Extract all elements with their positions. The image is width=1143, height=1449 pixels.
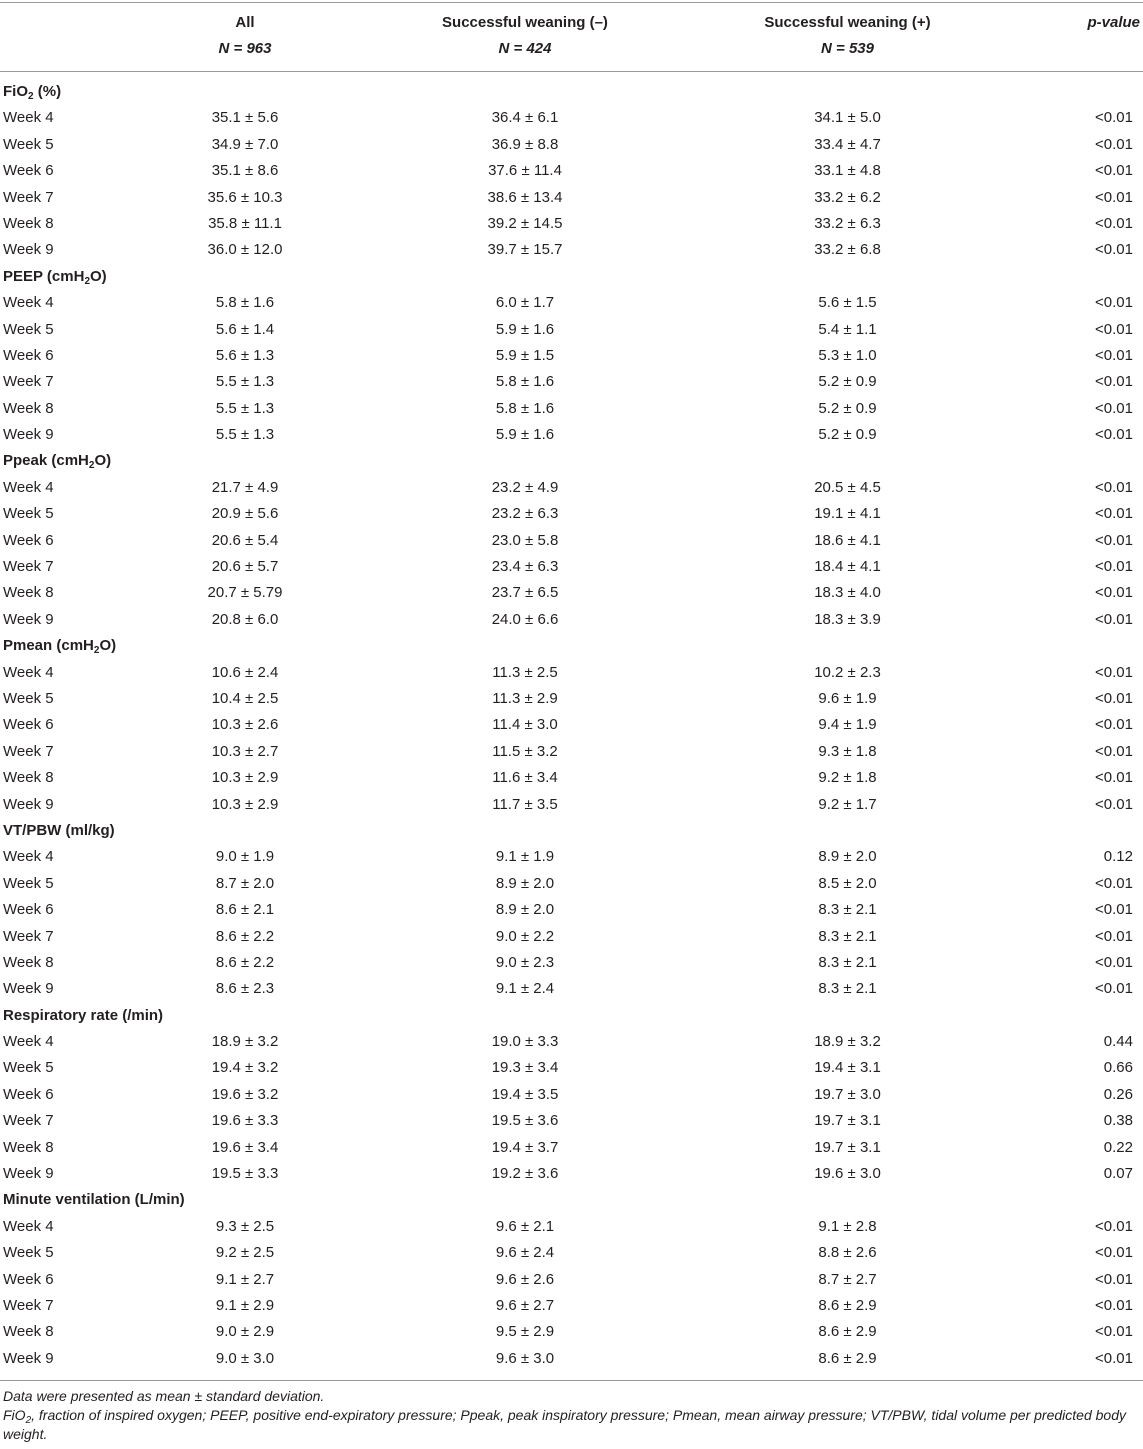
table-row (0, 1029, 1143, 1055)
cell-weaning-positive: 33.2 ± 6.2 (814, 188, 881, 206)
cell-weaning-negative: 9.5 ± 2.9 (495, 1323, 555, 1341)
table-row (0, 396, 1143, 422)
cell-p-value: 0.12 (1103, 848, 1133, 866)
cell-weaning-negative: 9.6 ± 2.7 (495, 1296, 555, 1314)
table-row (0, 871, 1143, 897)
table-row (0, 1214, 1143, 1240)
table-row (0, 1346, 1143, 1372)
cell-all: 5.8 ± 1.6 (215, 294, 275, 312)
section-heading-main: Respiratory rate (/min) (3, 1006, 164, 1024)
cell-weaning-negative: 37.6 ± 11.4 (488, 162, 562, 180)
cell-p-value: 0.07 (1103, 1165, 1133, 1183)
section-heading-rest: O) (90, 267, 107, 285)
cell-all: 19.6 ± 3.3 (211, 1112, 279, 1130)
cell-p-value: <0.01 (1095, 795, 1133, 813)
cell-weaning-negative: 23.2 ± 4.9 (491, 478, 559, 496)
table-body (0, 79, 1143, 1372)
cell-p-value: <0.01 (1095, 558, 1133, 576)
footnote-abbr-sub: 2 (25, 1415, 32, 1426)
cell-weaning-positive: 18.9 ± 3.2 (814, 1033, 881, 1051)
table-row (0, 1319, 1143, 1345)
cell-weaning-positive: 8.6 ± 2.9 (818, 1296, 877, 1314)
cell-all: 19.6 ± 3.4 (211, 1138, 279, 1156)
footnote-abbreviations (3, 1406, 1141, 1444)
cell-weaning-positive: 5.2 ± 0.9 (818, 373, 877, 391)
cell-weaning-negative: 11.3 ± 2.9 (492, 689, 558, 707)
cell-weaning-positive: 33.2 ± 6.3 (814, 214, 881, 232)
cell-weaning-negative: 11.4 ± 3.0 (492, 716, 558, 734)
header-weaning-negative-label: Successful weaning (–) (442, 14, 608, 31)
table-row (0, 976, 1143, 1002)
table-row (0, 554, 1143, 580)
row-label: Week 6 (3, 162, 54, 180)
cell-p-value: <0.01 (1095, 742, 1133, 760)
cell-all: 19.4 ± 3.2 (211, 1059, 279, 1077)
cell-weaning-positive: 8.6 ± 2.9 (818, 1349, 877, 1367)
cell-p-value: <0.01 (1095, 399, 1133, 417)
cell-weaning-positive: 8.6 ± 2.9 (818, 1323, 877, 1341)
cell-p-value: 0.22 (1103, 1138, 1133, 1156)
table-row (0, 607, 1143, 633)
cell-p-value: <0.01 (1095, 584, 1133, 602)
table-row (0, 580, 1143, 606)
row-label: Week 5 (3, 135, 54, 153)
row-label: Week 7 (3, 742, 54, 760)
table-row (0, 475, 1143, 501)
section-heading (0, 1003, 1143, 1029)
cell-all: 8.6 ± 2.3 (215, 980, 275, 998)
cell-all: 9.1 ± 2.7 (215, 1270, 275, 1288)
table-row (0, 1135, 1143, 1161)
section-heading (0, 79, 1143, 105)
cell-all: 5.5 ± 1.3 (215, 373, 275, 391)
cell-all: 35.1 ± 5.6 (211, 109, 279, 127)
cell-p-value: <0.01 (1095, 663, 1133, 681)
row-label: Week 7 (3, 1296, 54, 1314)
section-heading-main: Pmean (cmH (3, 637, 94, 655)
cell-all: 9.1 ± 2.9 (215, 1296, 275, 1314)
cell-p-value: <0.01 (1095, 426, 1133, 444)
cell-weaning-positive: 34.1 ± 5.0 (814, 109, 881, 127)
cell-weaning-negative: 9.0 ± 2.3 (495, 953, 555, 971)
table-row (0, 1240, 1143, 1266)
table-row (0, 1267, 1143, 1293)
row-label: Week 4 (3, 848, 54, 866)
table-row (0, 422, 1143, 448)
cell-weaning-negative: 9.6 ± 2.6 (495, 1270, 555, 1288)
cell-weaning-negative: 19.3 ± 3.4 (491, 1059, 559, 1077)
cell-all: 5.6 ± 1.3 (215, 346, 275, 364)
cell-all: 8.6 ± 2.2 (215, 927, 275, 945)
cell-p-value: <0.01 (1095, 1270, 1133, 1288)
header-all-label: All (235, 14, 255, 31)
table-row (0, 1082, 1143, 1108)
row-label: Week 4 (3, 1033, 54, 1051)
row-label: Week 7 (3, 558, 54, 576)
section-heading (0, 633, 1143, 659)
row-label: Week 6 (3, 346, 54, 364)
cell-p-value: <0.01 (1095, 769, 1133, 787)
table-row (0, 528, 1143, 554)
cell-p-value: <0.01 (1095, 320, 1133, 338)
table-top-rule (0, 2, 1143, 3)
cell-p-value: <0.01 (1095, 1217, 1133, 1235)
cell-weaning-positive: 8.5 ± 2.0 (818, 874, 877, 892)
table-row (0, 237, 1143, 263)
table-row (0, 211, 1143, 237)
cell-p-value: <0.01 (1095, 901, 1133, 919)
cell-all: 10.3 ± 2.6 (211, 716, 279, 734)
cell-weaning-negative: 36.9 ± 8.8 (491, 135, 559, 153)
cell-weaning-positive: 18.4 ± 4.1 (814, 558, 881, 576)
row-label: Week 6 (3, 1085, 54, 1103)
cell-weaning-positive: 18.6 ± 4.1 (814, 531, 881, 549)
section-heading (0, 448, 1143, 474)
table-row (0, 897, 1143, 923)
cell-weaning-positive: 19.7 ± 3.0 (814, 1085, 881, 1103)
section-heading-rest: (%) (33, 83, 62, 100)
cell-weaning-positive: 5.6 ± 1.5 (818, 294, 877, 312)
row-label: Week 9 (3, 1165, 54, 1183)
table-row (0, 924, 1143, 950)
row-label: Week 6 (3, 901, 54, 919)
section-heading-main: VT/PBW (ml/kg) (3, 821, 115, 839)
row-label: Week 4 (3, 109, 54, 127)
cell-weaning-negative: 11.5 ± 3.2 (492, 742, 558, 760)
cell-all: 8.7 ± 2.0 (215, 874, 275, 892)
cell-weaning-positive: 18.3 ± 3.9 (814, 610, 881, 628)
cell-all: 20.9 ± 5.6 (211, 505, 279, 523)
row-label: Week 7 (3, 1112, 54, 1130)
section-heading-subscript: 2 (84, 275, 90, 287)
table-row (0, 686, 1143, 712)
cell-p-value: <0.01 (1095, 689, 1133, 707)
row-label: Week 4 (3, 478, 54, 496)
cell-weaning-negative: 39.7 ± 15.7 (487, 241, 563, 259)
section-heading-subscript: 2 (28, 91, 34, 102)
cell-weaning-negative: 23.7 ± 6.5 (491, 584, 559, 602)
cell-weaning-positive: 10.2 ± 2.3 (814, 663, 881, 681)
cell-p-value: <0.01 (1095, 980, 1133, 998)
section-heading-subscript: 2 (88, 460, 95, 472)
table-footnotes (3, 1387, 1141, 1444)
row-label: Week 9 (3, 795, 54, 813)
cell-p-value: <0.01 (1095, 241, 1133, 259)
cell-all: 35.8 ± 11.1 (208, 214, 282, 232)
table-row (0, 739, 1143, 765)
section-heading (0, 264, 1143, 290)
table-row (0, 343, 1143, 369)
row-label: Week 6 (3, 1270, 54, 1288)
cell-weaning-negative: 6.0 ± 1.7 (495, 294, 555, 312)
cell-weaning-negative: 5.8 ± 1.6 (495, 373, 555, 391)
cell-p-value: <0.01 (1095, 1244, 1133, 1262)
cell-p-value: 0.44 (1103, 1033, 1133, 1051)
cell-weaning-negative: 9.1 ± 2.4 (495, 980, 555, 998)
cell-weaning-positive: 9.2 ± 1.7 (818, 795, 877, 813)
row-label: Week 6 (3, 716, 54, 734)
row-label: Week 9 (3, 1349, 54, 1367)
row-label: Week 9 (3, 610, 54, 628)
cell-all: 20.7 ± 5.79 (207, 584, 283, 602)
header-weaning-negative (420, 10, 630, 62)
cell-all: 34.9 ± 7.0 (211, 135, 279, 153)
cell-all: 10.3 ± 2.9 (211, 795, 279, 813)
cell-weaning-positive: 9.1 ± 2.8 (818, 1217, 877, 1235)
row-label: Week 4 (3, 294, 54, 312)
cell-weaning-negative: 5.8 ± 1.6 (495, 399, 555, 417)
cell-all: 9.0 ± 2.9 (215, 1323, 275, 1341)
cell-all: 21.7 ± 4.9 (211, 478, 279, 496)
cell-all: 9.0 ± 3.0 (215, 1349, 275, 1367)
header-p-value (1060, 10, 1140, 36)
cell-all: 9.2 ± 2.5 (215, 1244, 275, 1262)
cell-weaning-positive: 19.1 ± 4.1 (814, 505, 881, 523)
cell-all: 5.5 ± 1.3 (215, 399, 275, 417)
row-label: Week 9 (3, 241, 54, 259)
cell-weaning-positive: 19.7 ± 3.1 (814, 1112, 881, 1130)
cell-all: 5.5 ± 1.3 (215, 426, 275, 444)
cell-all: 10.3 ± 2.7 (211, 742, 279, 760)
table-row (0, 158, 1143, 184)
table-row (0, 765, 1143, 791)
cell-p-value: <0.01 (1095, 214, 1133, 232)
cell-weaning-negative: 5.9 ± 1.6 (495, 426, 555, 444)
cell-all: 8.6 ± 2.1 (215, 901, 275, 919)
cell-all: 9.0 ± 1.9 (215, 848, 275, 866)
cell-weaning-positive: 8.7 ± 2.7 (818, 1270, 877, 1288)
row-label: Week 8 (3, 584, 54, 602)
footnote-summary: Data were presented as mean ± standard deviation. (3, 1388, 325, 1404)
table-row (0, 501, 1143, 527)
table-row (0, 660, 1143, 686)
cell-p-value: <0.01 (1095, 162, 1133, 180)
cell-all: 19.5 ± 3.3 (211, 1165, 279, 1183)
cell-weaning-positive: 19.7 ± 3.1 (814, 1138, 881, 1156)
cell-weaning-negative: 11.7 ± 3.5 (492, 795, 558, 813)
row-label: Week 5 (3, 1244, 54, 1262)
table-row (0, 792, 1143, 818)
row-label: Week 9 (3, 980, 54, 998)
row-label: Week 4 (3, 1217, 54, 1235)
cell-all: 5.6 ± 1.4 (215, 320, 275, 338)
cell-weaning-positive: 19.4 ± 3.1 (814, 1059, 881, 1077)
cell-p-value: 0.26 (1103, 1085, 1133, 1103)
row-label: Week 8 (3, 1323, 54, 1341)
row-label: Week 5 (3, 505, 54, 523)
cell-p-value: 0.66 (1103, 1059, 1133, 1077)
cell-weaning-positive: 9.2 ± 1.8 (818, 769, 877, 787)
cell-all: 18.9 ± 3.2 (211, 1033, 279, 1051)
table-row (0, 105, 1143, 131)
cell-p-value: 0.38 (1103, 1112, 1133, 1130)
cell-p-value: <0.01 (1095, 953, 1133, 971)
cell-all: 10.4 ± 2.5 (211, 689, 279, 707)
table-row (0, 712, 1143, 738)
cell-all: 35.1 ± 8.6 (211, 162, 279, 180)
section-heading (0, 818, 1143, 844)
cell-weaning-negative: 19.2 ± 3.6 (491, 1165, 559, 1183)
cell-p-value: <0.01 (1095, 109, 1133, 127)
section-heading-rest: O) (94, 452, 112, 470)
section-heading (0, 1187, 1143, 1213)
cell-p-value: <0.01 (1095, 478, 1133, 496)
cell-weaning-positive: 9.6 ± 1.9 (818, 689, 877, 707)
cell-p-value: <0.01 (1095, 346, 1133, 364)
header-p-value-label: p-value (1087, 14, 1140, 31)
table-row (0, 132, 1143, 158)
cell-weaning-positive: 5.2 ± 0.9 (818, 399, 877, 417)
cell-weaning-positive: 8.3 ± 2.1 (818, 953, 877, 971)
cell-all: 20.6 ± 5.4 (211, 531, 279, 549)
header-weaning-positive-label: Successful weaning (+) (764, 14, 931, 31)
row-label: Week 5 (3, 689, 54, 707)
header-weaning-positive (740, 10, 955, 62)
header-weaning-positive-n: N = 539 (821, 40, 874, 57)
footnote-abbr-rest: , fraction of inspired oxygen; PEEP, positive end-expiratory pressure; Ppeak, peak inspiratory pressure; Pmean, mean airway pressure; VT/PBW, tidal volume per predicted body weight. (3, 1407, 1126, 1442)
cell-weaning-positive: 8.3 ± 2.1 (818, 901, 877, 919)
header-bottom-rule (0, 71, 1143, 72)
cell-weaning-positive: 9.4 ± 1.9 (818, 716, 877, 734)
cell-all: 20.8 ± 6.0 (211, 610, 279, 628)
cell-weaning-positive: 20.5 ± 4.5 (814, 478, 881, 496)
cell-weaning-positive: 5.3 ± 1.0 (818, 346, 877, 364)
row-label: Week 9 (3, 426, 54, 444)
cell-weaning-positive: 19.6 ± 3.0 (814, 1165, 881, 1183)
cell-weaning-negative: 8.9 ± 2.0 (495, 901, 555, 919)
cell-weaning-negative: 19.5 ± 3.6 (491, 1112, 559, 1130)
cell-all: 10.6 ± 2.4 (211, 663, 279, 681)
cell-weaning-negative: 23.0 ± 5.8 (491, 531, 559, 549)
row-label: Week 8 (3, 953, 54, 971)
cell-weaning-negative: 11.6 ± 3.4 (492, 769, 558, 787)
row-label: Week 5 (3, 320, 54, 338)
cell-p-value: <0.01 (1095, 610, 1133, 628)
cell-weaning-negative: 24.0 ± 6.6 (491, 610, 559, 628)
cell-all: 8.6 ± 2.2 (215, 953, 275, 971)
cell-weaning-negative: 8.9 ± 2.0 (495, 874, 555, 892)
table-row (0, 1293, 1143, 1319)
section-heading-main: FiO (3, 83, 28, 100)
cell-weaning-negative: 9.6 ± 3.0 (495, 1349, 555, 1367)
row-label: Week 7 (3, 373, 54, 391)
cell-all: 35.6 ± 10.3 (207, 188, 283, 206)
cell-weaning-positive: 18.3 ± 4.0 (814, 584, 881, 602)
cell-weaning-negative: 9.0 ± 2.2 (495, 927, 555, 945)
row-label: Week 8 (3, 399, 54, 417)
row-label: Week 8 (3, 769, 54, 787)
cell-weaning-negative: 9.1 ± 1.9 (495, 848, 555, 866)
cell-weaning-negative: 5.9 ± 1.5 (495, 346, 555, 364)
cell-weaning-positive: 8.3 ± 2.1 (818, 980, 877, 998)
cell-weaning-negative: 19.0 ± 3.3 (491, 1033, 559, 1051)
cell-weaning-positive: 9.3 ± 1.8 (818, 742, 877, 760)
cell-p-value: <0.01 (1095, 1296, 1133, 1314)
section-heading-main: PEEP (cmH (3, 267, 85, 285)
section-heading-subscript: 2 (93, 645, 100, 657)
cell-weaning-negative: 5.9 ± 1.6 (495, 320, 555, 338)
section-heading-main: Minute ventilation (L/min) (3, 1191, 185, 1209)
cell-all: 19.6 ± 3.2 (211, 1085, 279, 1103)
cell-weaning-negative: 38.6 ± 13.4 (487, 188, 563, 206)
cell-weaning-negative: 9.6 ± 2.4 (495, 1244, 555, 1262)
cell-weaning-negative: 23.2 ± 6.3 (491, 505, 559, 523)
header-all (160, 10, 330, 62)
row-label: Week 7 (3, 188, 54, 206)
cell-weaning-positive: 8.3 ± 2.1 (818, 927, 877, 945)
cell-p-value: <0.01 (1095, 188, 1133, 206)
cell-all: 36.0 ± 12.0 (207, 241, 283, 259)
table-row (0, 290, 1143, 316)
table-row (0, 369, 1143, 395)
table-row (0, 1161, 1143, 1187)
footnote-abbr-main: FiO (3, 1407, 26, 1423)
cell-weaning-negative: 23.4 ± 6.3 (491, 558, 559, 576)
row-label: Week 8 (3, 1138, 54, 1156)
header-all-n: N = 963 (218, 40, 272, 57)
table-row (0, 844, 1143, 870)
row-label: Week 6 (3, 531, 54, 549)
row-label: Week 5 (3, 874, 54, 892)
cell-p-value: <0.01 (1095, 874, 1133, 892)
cell-p-value: <0.01 (1095, 927, 1133, 945)
cell-all: 20.6 ± 5.7 (211, 558, 279, 576)
cell-weaning-positive: 33.4 ± 4.7 (814, 135, 881, 153)
cell-weaning-negative: 19.4 ± 3.5 (491, 1085, 559, 1103)
cell-weaning-negative: 9.6 ± 2.1 (495, 1217, 555, 1235)
cell-p-value: <0.01 (1095, 716, 1133, 734)
cell-weaning-positive: 5.2 ± 0.9 (818, 426, 877, 444)
cell-p-value: <0.01 (1095, 373, 1133, 391)
cell-all: 9.3 ± 2.5 (215, 1217, 275, 1235)
cell-weaning-positive: 8.9 ± 2.0 (818, 848, 877, 866)
row-label: Week 5 (3, 1059, 54, 1077)
cell-weaning-negative: 19.4 ± 3.7 (491, 1138, 559, 1156)
header-weaning-negative-n: N = 424 (498, 40, 552, 57)
cell-all: 10.3 ± 2.9 (211, 769, 279, 787)
cell-weaning-positive: 8.8 ± 2.6 (818, 1244, 877, 1262)
table-row (0, 1108, 1143, 1134)
row-label: Week 4 (3, 663, 54, 681)
cell-weaning-positive: 33.1 ± 4.8 (814, 162, 881, 180)
cell-p-value: <0.01 (1095, 294, 1133, 312)
cell-p-value: <0.01 (1095, 531, 1133, 549)
table-row (0, 950, 1143, 976)
cell-weaning-negative: 11.3 ± 2.5 (492, 663, 558, 681)
row-label: Week 7 (3, 927, 54, 945)
table-row (0, 1055, 1143, 1081)
cell-p-value: <0.01 (1095, 1323, 1133, 1341)
cell-weaning-positive: 33.2 ± 6.8 (814, 241, 881, 259)
section-heading-rest: O) (99, 637, 117, 655)
table-row (0, 317, 1143, 343)
table-bottom-rule (0, 1380, 1143, 1381)
cell-weaning-negative: 36.4 ± 6.1 (491, 109, 559, 127)
cell-p-value: <0.01 (1095, 135, 1133, 153)
cell-weaning-positive: 5.4 ± 1.1 (818, 320, 877, 338)
cell-p-value: <0.01 (1095, 1349, 1133, 1367)
section-heading-main: Ppeak (cmH (3, 452, 89, 470)
row-label: Week 8 (3, 214, 54, 232)
cell-p-value: <0.01 (1095, 505, 1133, 523)
table-row (0, 185, 1143, 211)
cell-weaning-negative: 39.2 ± 14.5 (487, 214, 563, 232)
